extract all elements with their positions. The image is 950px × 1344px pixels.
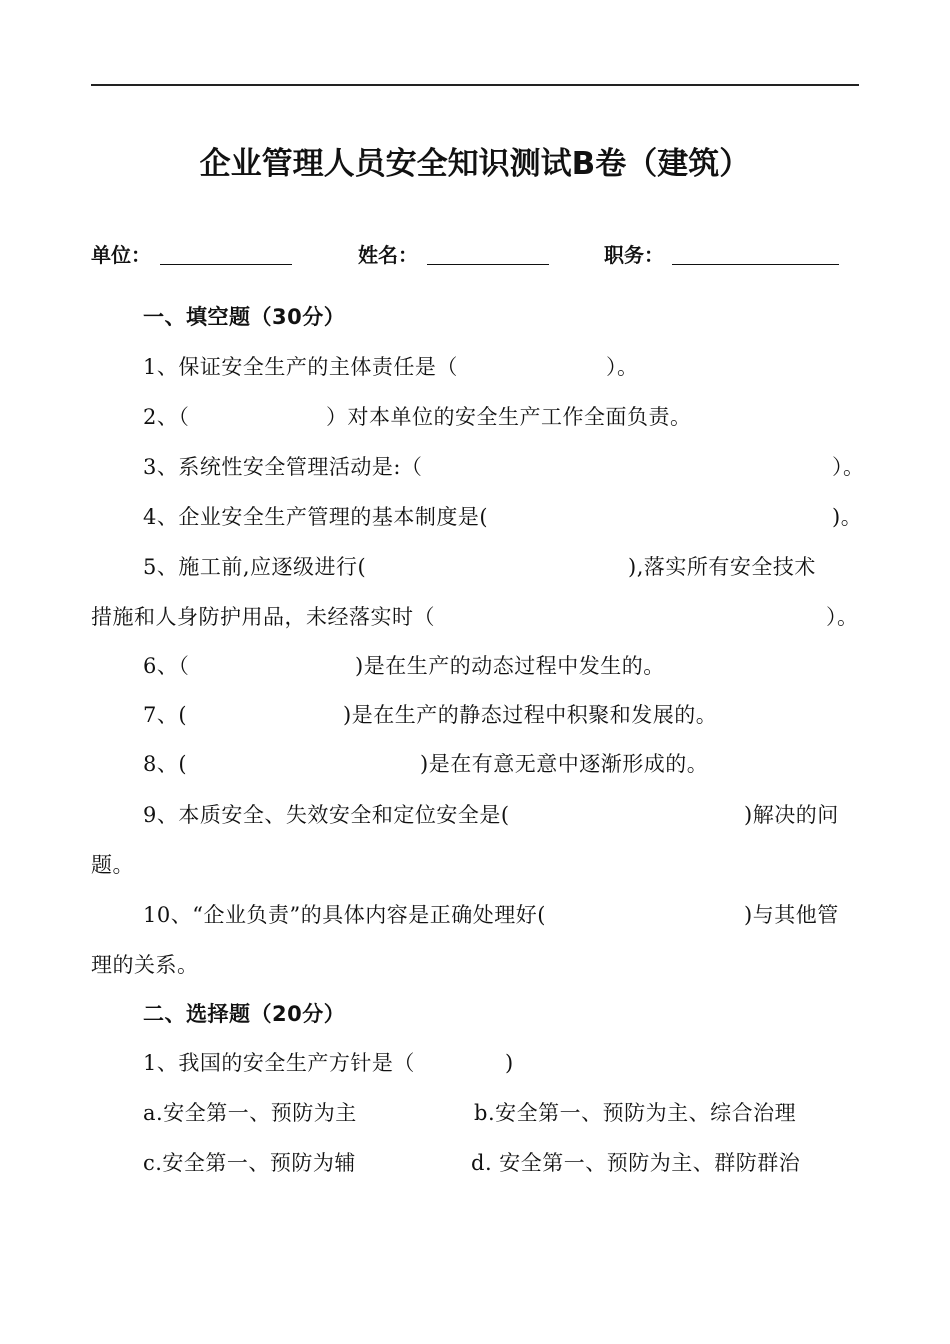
option-c[interactable]: c.安全第一、预防为辅 — [143, 1151, 356, 1175]
position-label: 职务： — [604, 243, 664, 267]
unit-field[interactable] — [160, 264, 292, 265]
unit-label: 单位： — [91, 243, 151, 267]
option-a[interactable]: a.安全第一、预防为主 — [143, 1101, 357, 1125]
header-rule — [91, 84, 859, 86]
name-label: 姓名： — [358, 243, 418, 267]
name-field[interactable] — [427, 264, 549, 265]
option-b[interactable]: b.安全第一、预防为主、综合治理 — [474, 1101, 797, 1125]
option-d[interactable]: d. 安全第一、预防为主、群防群治 — [471, 1151, 801, 1175]
section-choice-heading: 二、选择题（20分） — [143, 1002, 346, 1026]
section-fill-blank-heading: 一、填空题（30分） — [143, 305, 346, 329]
exam-page: 企业管理人员安全知识测试B卷（建筑） 单位： 姓名： 职务： 一、填空题（30分） 1、保证安全生产的主体责任是（ ）。 2、（ ）对本单位的安全生产工作全面负责。 3、系统性安全管理活动是:（ ）。 4、企业安全生产管理的基本制度是( )。 5、施工前,应逐级进行( ),落实所有安全技术 措施和人身防护用品，未经落实时（ ）。 6、（ )是在生产的动态过程中发生的。 7、( )是在生产的静态过程中积聚和发展的。 8、( )是在有意无意中逐渐形成的。 9、本质安全、失效安全和定位安全是( )解决的问 题。 10、“企业负责”的具体内容是正确处理好( )与其他管 理的关系。 二、选择题（20分） 1、我国的安全生产方针是（ ) a.安全第一、预防为主 b.安全第一、预防为主、综合治理 c.安全第一、预防为辅 d. 安全第一、预防为主、群防群治 — [0, 0, 950, 1344]
page-title: 企业管理人员安全知识测试B卷（建筑） — [199, 146, 751, 182]
position-field[interactable] — [672, 264, 839, 265]
